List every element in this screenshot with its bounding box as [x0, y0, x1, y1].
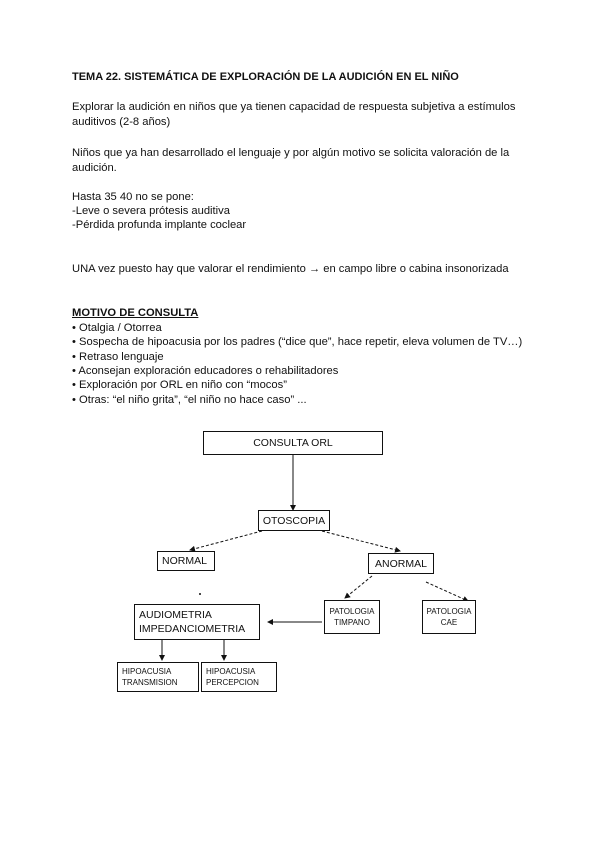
connector-line — [426, 582, 468, 601]
box-anormal — [368, 553, 434, 574]
box-otoscopia — [258, 510, 330, 531]
box-hipoacusia-transmision — [117, 662, 199, 692]
paragraph-line: auditivos (2-8 años) — [72, 116, 171, 128]
box-label: OTOSCOPIA — [262, 514, 326, 527]
box-label: PATOLOGIA — [329, 607, 375, 616]
list-item: • Otras: “el niño grita”, “el niño no hace caso” ... — [72, 394, 307, 406]
paragraph-line: -Pérdida profunda implante coclear — [72, 219, 247, 231]
box-consulta-orl — [203, 431, 383, 455]
connector-line — [322, 531, 400, 551]
paragraph-line: Explorar la audición en niños que ya tienen capacidad de respuesta subjetiva a estímulos — [72, 101, 516, 113]
box-label: ANORMAL — [375, 557, 427, 570]
list-item: • Sospecha de hipoacusia por los padres (“dice que”, hace repetir, eleva volumen de TV…) — [72, 336, 523, 348]
box-label: TRANSMISION — [122, 678, 178, 687]
section-heading: MOTIVO DE CONSULTA — [72, 307, 199, 319]
list-item: • Exploración por ORL en niño con “mocos” — [72, 379, 287, 391]
box-patologia-timpano — [324, 600, 380, 634]
paragraph-line: Niños que ya han desarrollado el lenguaje y por algún motivo se solicita valoración de la — [72, 147, 510, 159]
list-item: • Otalgia / Otorrea — [72, 322, 162, 334]
box-hipoacusia-percepcion — [201, 662, 277, 692]
box-label: NORMAL — [162, 555, 207, 567]
box-label: CAE — [440, 618, 458, 627]
box-label: HIPOACUSIA — [206, 667, 256, 676]
box-label: PATOLOGIA — [426, 607, 472, 616]
paragraph-line: -Leve o severa prótesis auditiva — [72, 205, 230, 217]
connector-line — [190, 531, 262, 550]
box-label: IMPEDANCIOMETRIA — [139, 623, 246, 635]
list-item: • Aconsejan exploración educadores o rehabilitadores — [72, 365, 339, 377]
box-label: CONSULTA ORL — [253, 437, 333, 449]
connector-line — [345, 576, 372, 598]
box-label: HIPOACUSIA — [122, 667, 172, 676]
box-audiometria — [134, 604, 260, 640]
paragraph-line: Hasta 35 40 no se pone: — [72, 191, 194, 203]
connector-dot — [199, 593, 201, 595]
paragraph-line: audición. — [72, 162, 117, 174]
box-label: TIMPANO — [334, 618, 370, 627]
paragraph-line: UNA vez puesto hay que valorar el rendimiento → en campo libre o cabina insonorizada — [72, 263, 509, 275]
list-item: • Retraso lenguaje — [72, 351, 164, 363]
box-normal — [157, 551, 215, 571]
box-label: AUDIOMETRIA — [139, 609, 212, 621]
box-patologia-cae — [422, 600, 476, 634]
box-label: PERCEPCION — [206, 678, 259, 687]
page-title: TEMA 22. SISTEMÁTICA DE EXPLORACIÓN DE LA AUDICIÓN EN EL NIÑO — [72, 71, 459, 83]
